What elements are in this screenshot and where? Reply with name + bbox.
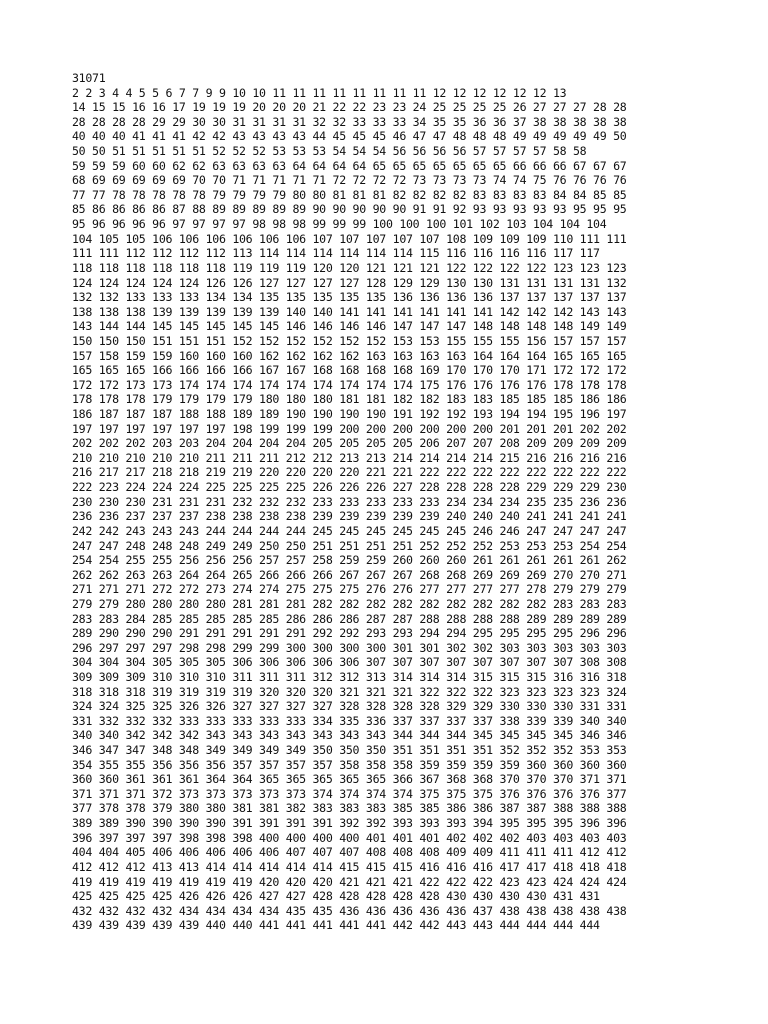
number-line: 197 197 197 197 197 197 198 199 199 199 200 200 200 200 200 200 201 201 201 202 202: [72, 421, 627, 436]
number-line: 230 230 230 231 231 231 232 232 232 233 233 233 233 233 234 234 234 235 235 236 236: [72, 494, 627, 509]
number-line: 172 172 173 173 174 174 174 174 174 174 174 174 174 175 176 176 176 176 178 178 178: [72, 377, 627, 392]
number-line: 371 371 371 372 373 373 373 373 373 374 374 374 374 375 375 375 376 376 376 376 377: [72, 786, 627, 801]
number-line: 419 419 419 419 419 419 419 420 420 420 421 421 421 422 422 422 423 423 424 424 424: [72, 874, 627, 889]
number-line: 14 15 15 16 16 17 19 19 19 20 20 20 21 22 22 23 23 24 25 25 25 25 26 27 27 27 28 28: [72, 100, 627, 115]
header-number: 31071: [72, 71, 106, 85]
number-line: 210 210 210 210 210 211 211 211 212 212 213 213 214 214 214 214 215 216 216 216 216: [72, 450, 627, 465]
number-line: 340 340 342 342 342 343 343 343 343 343 343 343 344 344 344 345 345 345 345 346 346: [72, 728, 627, 743]
number-line: 2 2 3 4 4 5 5 6 7 7 9 9 10 10 11 11 11 11 11 11 11 11 12 12 12 12 12 12 13: [72, 85, 567, 100]
number-line: 331 332 332 332 333 333 333 333 333 334 335 336 337 337 337 337 338 339 339 340 340: [72, 713, 627, 728]
number-line: 412 412 412 413 413 414 414 414 414 414 415 415 415 416 416 416 417 417 418 418 418: [72, 859, 627, 874]
number-line: 111 111 112 112 112 112 113 114 114 114 114 114 114 115 116 116 116 116 117 117: [72, 246, 600, 261]
number-line: 346 347 347 348 348 349 349 349 349 350 350 350 351 351 351 351 352 352 352 353 353: [72, 743, 627, 758]
number-line: 304 304 304 305 305 305 306 306 306 306 306 307 307 307 307 307 307 307 307 308 308: [72, 655, 627, 670]
number-line: 178 178 178 179 179 179 179 180 180 180 181 181 182 182 183 183 185 185 185 186 186: [72, 392, 627, 407]
number-line: 309 309 309 310 310 310 311 311 311 312 312 313 314 314 314 315 315 315 316 316 318: [72, 669, 627, 684]
number-line: 216 217 217 218 218 219 219 220 220 220 220 221 221 222 222 222 222 222 222 222 222: [72, 465, 627, 480]
number-line: 157 158 159 159 160 160 160 162 162 162 162 163 163 163 163 164 164 164 165 165 165: [72, 348, 627, 363]
number-line: 40 40 40 41 41 41 42 42 43 43 43 43 44 45 45 45 46 47 47 48 48 48 49 49 49 49 49 50: [72, 129, 627, 144]
number-line: 68 69 69 69 69 69 70 70 71 71 71 71 71 72 72 72 72 73 73 73 73 74 74 75 76 76 76 76: [72, 173, 627, 188]
number-line: 165 165 165 166 166 166 166 167 167 168 168 168 168 169 170 170 170 171 172 172 172: [72, 363, 627, 378]
number-line: 296 297 297 297 298 298 299 299 300 300 300 300 301 301 302 302 303 303 303 303 303: [72, 640, 627, 655]
number-line: 377 378 378 379 380 380 381 381 382 383 383 383 385 385 386 386 387 387 388 388 388: [72, 801, 627, 816]
number-line: 186 187 187 187 188 188 189 189 190 190 190 190 191 192 192 193 194 194 195 196 197: [72, 407, 627, 422]
number-line: 262 262 263 263 264 264 265 266 266 266 267 267 267 268 268 269 269 269 270 270 271: [72, 567, 627, 582]
number-line: 439 439 439 439 439 440 440 441 441 441 441 441 442 442 443 443 444 444 444 444: [72, 918, 600, 933]
number-line: 85 86 86 86 86 87 88 89 89 89 89 89 90 90 90 90 90 91 91 92 93 93 93 93 93 95 95 95: [72, 202, 627, 217]
number-line: 425 425 425 425 426 426 426 427 427 428 428 428 428 428 430 430 430 430 431 431: [72, 889, 600, 904]
number-line: 50 50 51 51 51 51 51 52 52 52 53 53 53 54 54 54 56 56 56 56 57 57 57 57 58 58: [72, 144, 587, 159]
number-line: 143 144 144 145 145 145 145 145 146 146 146 146 147 147 147 148 148 148 148 149 149: [72, 319, 627, 334]
number-line: 118 118 118 118 118 118 119 119 119 120 120 121 121 121 122 122 122 122 123 123 123: [72, 260, 627, 275]
number-line: 59 59 59 60 60 62 62 63 63 63 63 64 64 64 64 65 65 65 65 65 65 65 66 66 66 67 67 67: [72, 158, 627, 173]
number-line: 236 236 237 237 237 238 238 238 238 239 239 239 239 239 240 240 240 241 241 241 241: [72, 509, 627, 524]
number-line: 247 247 248 248 248 249 249 250 250 251 251 251 251 252 252 252 253 253 253 254 254: [72, 538, 627, 553]
number-line: 132 132 133 133 133 134 134 135 135 135 135 135 136 136 136 136 137 137 137 137 137: [72, 290, 627, 305]
number-line: 324 324 325 325 326 326 327 327 327 327 328 328 328 328 329 329 330 330 330 331 331: [72, 699, 627, 714]
number-line: 283 283 284 285 285 285 285 285 286 286 286 287 287 288 288 288 288 289 289 289 289: [72, 611, 627, 626]
number-line: 95 96 96 96 96 97 97 97 97 98 98 98 99 99 99 100 100 100 101 102 103 104 104 104: [72, 217, 607, 232]
number-line: 28 28 28 28 29 29 30 30 31 31 31 31 32 32 33 33 33 34 35 35 36 36 37 38 38 38 38 38: [72, 114, 627, 129]
number-line: 150 150 150 151 151 151 152 152 152 152 152 152 153 153 155 155 155 156 157 157 157: [72, 333, 627, 348]
number-line: 404 404 405 406 406 406 406 406 407 407 407 408 408 408 409 409 411 411 411 412 412: [72, 845, 627, 860]
number-line: 279 279 280 280 280 280 281 281 281 282 282 282 282 282 282 282 282 282 283 283 283: [72, 596, 627, 611]
number-line: 254 254 255 255 256 256 256 257 257 258 259 259 260 260 260 261 261 261 261 261 262: [72, 553, 627, 568]
number-line: 138 138 138 139 139 139 139 139 140 140 141 141 141 141 141 141 142 142 142 143 143: [72, 304, 627, 319]
number-line: 432 432 432 432 434 434 434 434 435 435 436 436 436 436 436 437 438 438 438 438 438: [72, 903, 627, 918]
number-line: 202 202 202 203 203 204 204 204 204 205 205 205 205 206 207 207 208 209 209 209 209: [72, 436, 627, 451]
number-line: 77 77 78 78 78 78 78 79 79 79 79 80 80 81 81 81 82 82 82 82 83 83 83 83 84 84 85 85: [72, 187, 627, 202]
number-listing: [72, 71, 712, 933]
number-line: 271 271 271 272 272 273 274 274 275 275 275 276 276 277 277 277 277 278 279 279 279: [72, 582, 627, 597]
number-line: 124 124 124 124 124 126 126 127 127 127 127 128 129 129 130 130 131 131 131 131 132: [72, 275, 627, 290]
number-line: 242 242 243 243 243 244 244 244 244 245 245 245 245 245 245 246 246 247 247 247 247: [72, 523, 627, 538]
number-line: 104 105 105 106 106 106 106 106 106 107 107 107 107 107 108 109 109 109 110 111 111: [72, 231, 627, 246]
number-line: 396 397 397 397 398 398 398 400 400 400 400 401 401 401 402 402 402 403 403 403 403: [72, 830, 627, 845]
number-line: 222 223 224 224 224 225 225 225 225 226 226 226 227 228 228 228 228 229 229 229 230: [72, 480, 627, 495]
number-line: 289 290 290 290 291 291 291 291 291 292 292 293 293 294 294 295 295 295 295 296 296: [72, 626, 627, 641]
number-line: 318 318 318 319 319 319 319 320 320 320 321 321 321 322 322 322 323 323 323 323 324: [72, 684, 627, 699]
number-line: 389 389 390 390 390 390 391 391 391 391 392 392 393 393 393 394 395 395 395 396 396: [72, 816, 627, 831]
number-line: 360 360 361 361 361 364 364 365 365 365 365 365 366 367 368 368 370 370 370 371 371: [72, 772, 627, 787]
number-line: 354 355 355 356 356 356 357 357 357 357 358 358 358 359 359 359 359 360 360 360 360: [72, 757, 627, 772]
